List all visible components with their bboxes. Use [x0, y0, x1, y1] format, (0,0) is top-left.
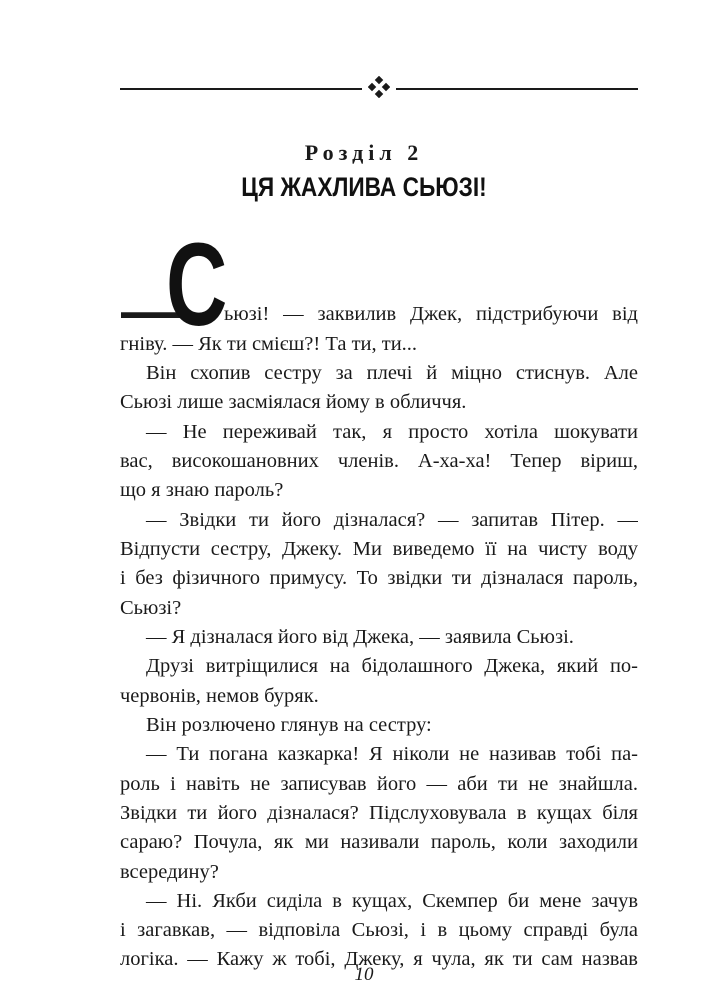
text-line: — Звідки ти його дізналася? — запитав Пітер. — — [146, 509, 638, 531]
text-line: — Ні. Якби сиділа в кущах, Скемпер би мене зачув — [146, 890, 638, 912]
text-line: — Я дізналася його від Джека, — заявила Сьюзі. — [146, 626, 574, 648]
text-line: гніву. — Як ти смієш?! Та ти, ти... — [120, 333, 418, 355]
text-line: — Не переживай так, я просто хотіла шокувати — [146, 421, 638, 443]
text-line: логіка. — Кажу ж тобі, Джеку, я чула, як ти сам назвав — [120, 948, 638, 970]
text-line: — Ти погана казкарка! Я ніколи не називав тобі па- — [146, 743, 638, 765]
text-line: і загавкав, — відповіла Сьюзі, і в цьому справді була — [120, 919, 638, 941]
text-line: Він схопив сестру за плечі й міцно стиснув. Але — [146, 362, 638, 384]
text-line: червонів, немов буряк. — [120, 685, 319, 707]
text-line: вас, високошановних членів. А-ха-ха! Тепер віриш, — [120, 450, 638, 472]
text-line: ьюзі! — заквилив Джек, підстрибуючи від — [224, 303, 638, 325]
text-line: і без фізичного примусу. То звідки ти дізналася пароль, — [120, 567, 638, 589]
text-line: Звідки ти його дізналася? Підслуховувала в кущах біля — [120, 802, 638, 824]
text-line: Сьюзі лише засміялася йому в обличчя. — [120, 391, 467, 413]
text-line: сараю? Почула, як ми називали пароль, коли заходили — [120, 831, 638, 853]
ornament-rule-left — [120, 88, 362, 90]
text-line: Сьюзі? — [120, 597, 182, 619]
text-line: всередину? — [120, 861, 219, 883]
dropcap-letter: С — [166, 219, 228, 351]
text-line: що я знаю пароль? — [120, 479, 284, 501]
text-line: Відпусти сестру, Джеку. Ми виведемо її на чисту воду — [120, 538, 638, 560]
dropcap-dash: — — [121, 279, 185, 344]
chapter-title: ЦЯ ЖАХЛИВА СЬЮЗІ! — [241, 172, 487, 202]
text-line: Друзі витріщилися на бідолашного Джека, який по- — [146, 655, 638, 677]
chapter-label: Розділ 2 — [304, 140, 424, 165]
text-line: роль і навіть не записував його — аби ти не знайшла. — [120, 773, 638, 795]
text-line: Він розлючено глянув на сестру: — [146, 714, 432, 736]
ornament-rule-right — [396, 88, 638, 90]
page-number: 10 — [354, 964, 374, 985]
diamond-cluster-icon — [368, 76, 390, 98]
chapter-ornament-divider — [120, 76, 638, 98]
